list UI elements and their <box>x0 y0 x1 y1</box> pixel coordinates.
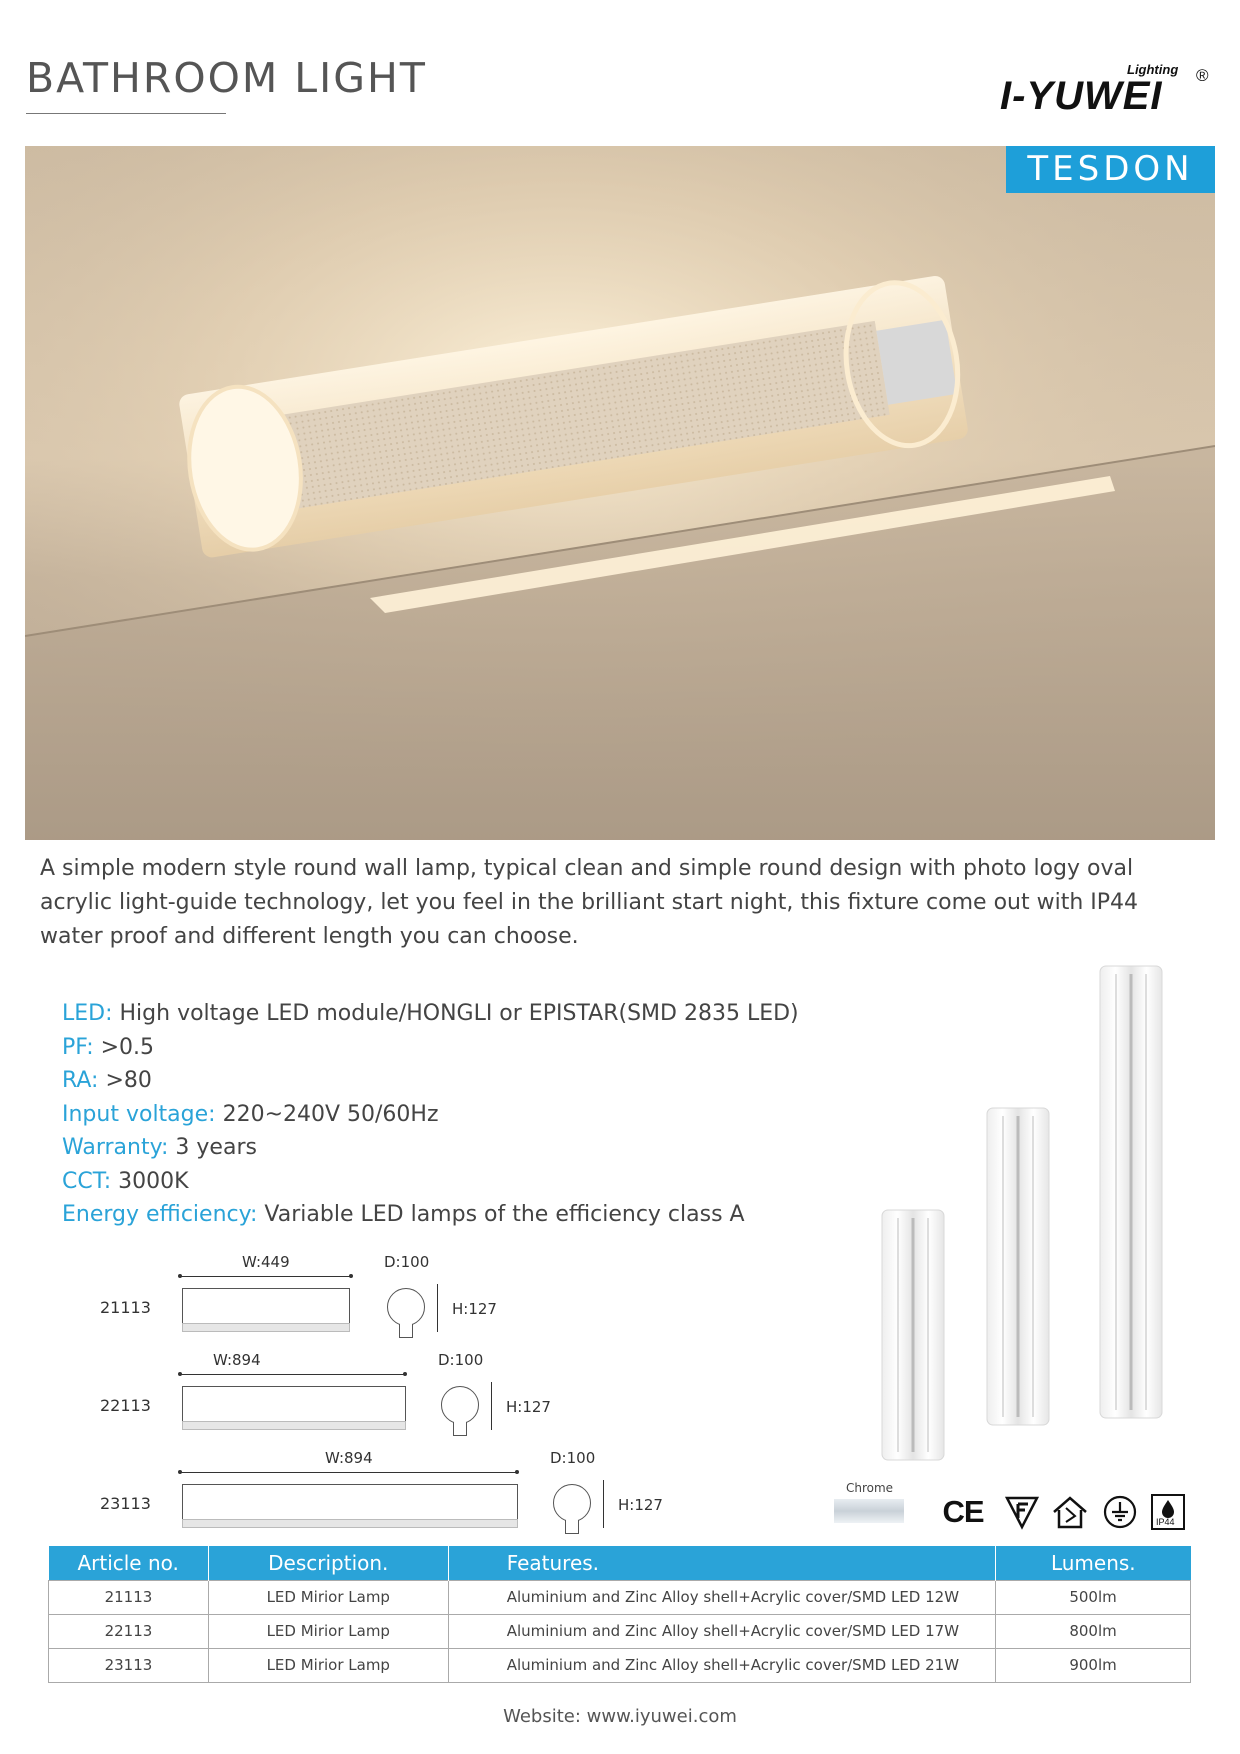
spec-ra <box>62 1064 799 1098</box>
cell-description: LED Mirior Lamp <box>208 1614 448 1648</box>
ip44-icon <box>1148 1492 1188 1532</box>
spec-value: >0.5 <box>93 1034 155 1060</box>
cell-lumens: 800lm <box>996 1614 1191 1648</box>
dimension-article-number: 22113 <box>100 1396 151 1415</box>
ip44-text: IP44 <box>1156 1517 1175 1527</box>
spec-key: PF: <box>62 1034 94 1060</box>
table-row <box>49 1580 1191 1614</box>
cell-article: 22113 <box>49 1614 209 1648</box>
dimension-article-number: 23113 <box>100 1494 151 1513</box>
lamp-end-bracket <box>565 1520 579 1534</box>
column-header-description: Description. <box>208 1546 448 1580</box>
brand-badge: TESDON <box>1006 146 1215 193</box>
dimension-height-label: H:127 <box>452 1300 497 1318</box>
product-description: A simple modern style round wall lamp, typical clean and simple round design with photo logy oval acrylic light-guide technology, let you feel in the brilliant start night, this fixture come out with IP44 water proof and different length you can choose. <box>40 856 1139 949</box>
spec-key: Warranty: <box>62 1135 169 1160</box>
cell-description: LED Mirior Lamp <box>208 1580 448 1614</box>
registered-mark: ® <box>1196 66 1209 85</box>
earth-ground-icon <box>1100 1492 1140 1532</box>
spec-key: Energy efficiency: <box>62 1202 258 1227</box>
hero-product-photo <box>25 146 1215 840</box>
lamp-side-view <box>182 1288 350 1324</box>
spec-list <box>62 997 799 1232</box>
title-underline <box>26 113 226 114</box>
spec-key: Input voltage: <box>62 1101 216 1127</box>
dimension-tick <box>403 1372 407 1376</box>
cell-lumens: 500lm <box>996 1580 1191 1614</box>
cell-features: Aluminium and Zinc Alloy shell+Acrylic cover/SMD LED 21W <box>448 1648 995 1682</box>
brand-logo <box>1000 58 1215 118</box>
dimension-article-number: 21113 <box>100 1298 151 1317</box>
table-header-row <box>49 1546 1191 1580</box>
column-header-lumens: Lumens. <box>996 1546 1191 1580</box>
product-lineup-image <box>860 960 1180 1470</box>
height-dimension-line <box>603 1480 604 1528</box>
spec-value: High voltage LED module/HONGLI or EPISTAR(SMD 2835 LED) <box>112 1001 799 1026</box>
width-dimension-line <box>180 1472 518 1473</box>
lamp-side-view <box>182 1386 406 1422</box>
cell-lumens: 900lm <box>996 1648 1191 1682</box>
table-row <box>49 1648 1191 1682</box>
spec-warranty <box>62 1131 799 1165</box>
spec-cct <box>62 1165 799 1199</box>
f-mark-icon <box>1002 1492 1042 1532</box>
product-short-variant <box>882 1210 944 1460</box>
website-link[interactable]: Website: www.iyuwei.com <box>503 1706 737 1727</box>
dimension-depth-label: D:100 <box>438 1351 484 1369</box>
lamp-end-bracket <box>399 1324 413 1338</box>
spec-value: 3 years <box>168 1135 257 1160</box>
spec-value: Variable LED lamps of the efficiency class A <box>257 1202 745 1227</box>
dimension-drawing <box>0 1436 663 1526</box>
product-medium-variant <box>987 1108 1049 1425</box>
dimension-width-label: W:449 <box>242 1253 290 1271</box>
cell-description: LED Mirior Lamp <box>208 1648 448 1682</box>
dimension-tick <box>515 1470 519 1474</box>
column-header-article: Article no. <box>49 1546 209 1580</box>
table-row <box>49 1614 1191 1648</box>
dimension-width-label: W:894 <box>325 1449 373 1467</box>
dimension-height-label: H:127 <box>506 1398 551 1416</box>
spec-value: 220~240V 50/60Hz <box>215 1101 439 1127</box>
dimension-tick <box>178 1274 182 1278</box>
lamp-side-view <box>182 1484 518 1520</box>
spec-pf <box>62 1031 799 1065</box>
lamp-end-view <box>441 1386 479 1424</box>
spec-key: LED: <box>62 1001 113 1026</box>
page-title: BATHROOM LIGHT <box>26 54 427 102</box>
logo-subtext: Lighting <box>1127 62 1179 77</box>
dimension-drawing <box>0 1240 560 1330</box>
spec-led <box>62 997 799 1031</box>
dimension-tick <box>349 1274 353 1278</box>
lamp-end-view <box>553 1484 591 1522</box>
spec-key: CCT: <box>62 1168 112 1194</box>
dimension-height-label: H:127 <box>618 1496 663 1514</box>
height-dimension-line <box>491 1382 492 1430</box>
logo-text: I-YUWEI <box>1000 74 1163 118</box>
product-long-variant <box>1100 966 1162 1418</box>
height-dimension-line <box>437 1284 438 1332</box>
dimension-depth-label: D:100 <box>550 1449 596 1467</box>
cell-article: 21113 <box>49 1580 209 1614</box>
ce-mark-text: CE <box>942 1494 984 1529</box>
lamp-end-bracket <box>453 1422 467 1436</box>
lamp-mounting-base <box>182 1519 518 1528</box>
article-table <box>48 1546 1191 1683</box>
dimension-tick <box>178 1470 182 1474</box>
spec-value: 3000K <box>111 1168 189 1194</box>
spec-value: >80 <box>98 1068 152 1093</box>
dimension-tick <box>178 1372 182 1376</box>
chrome-finish-swatch <box>834 1499 904 1523</box>
lamp-mounting-base <box>182 1421 406 1430</box>
lamp-mounting-base <box>182 1323 350 1332</box>
cell-features: Aluminium and Zinc Alloy shell+Acrylic cover/SMD LED 17W <box>448 1614 995 1648</box>
dimension-drawing <box>0 1338 560 1428</box>
dimension-depth-label: D:100 <box>384 1253 430 1271</box>
spec-input-voltage <box>62 1098 799 1132</box>
dimension-width-label: W:894 <box>213 1351 261 1369</box>
finish-label: Chrome <box>846 1481 894 1495</box>
cell-features: Aluminium and Zinc Alloy shell+Acrylic cover/SMD LED 12W <box>448 1580 995 1614</box>
hero-illustration <box>25 146 1215 840</box>
column-header-features: Features. <box>448 1546 995 1580</box>
lamp-end-view <box>387 1288 425 1326</box>
cell-article: 23113 <box>49 1648 209 1682</box>
spec-energy-efficiency <box>62 1198 799 1232</box>
width-dimension-line <box>180 1276 352 1277</box>
spec-key: RA: <box>62 1068 99 1093</box>
width-dimension-line <box>180 1374 406 1375</box>
class-ii-house-icon <box>1050 1492 1090 1532</box>
ce-mark-icon <box>940 1492 986 1532</box>
